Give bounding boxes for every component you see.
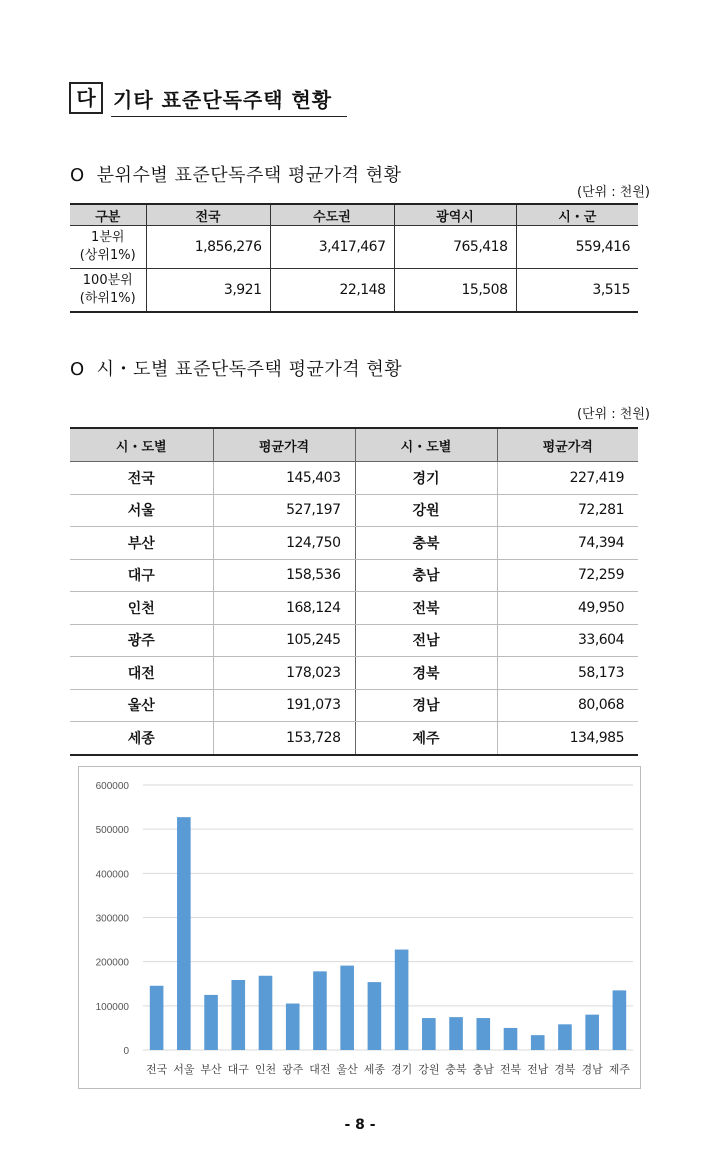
x-tick-label: 인천 [254, 1063, 277, 1076]
region-price: 191,073 [213, 689, 355, 722]
header-cities-counties: 시・군 [516, 204, 638, 226]
table-row [70, 689, 638, 722]
region-name: 경남 [355, 689, 497, 722]
chart-canvas [79, 767, 640, 1088]
bullet-marker: O [70, 165, 85, 186]
bar-제주 [613, 990, 627, 1050]
section-title: 기타 표준단독주택 현황 [113, 88, 333, 112]
region-price: 72,259 [497, 559, 638, 592]
x-tick-label: 제주 [608, 1063, 631, 1076]
price-bar-chart [78, 766, 641, 1089]
row-label-line1: 1분위 [91, 230, 125, 245]
header-region-right: 시・도별 [355, 428, 497, 462]
x-tick-label: 충북 [445, 1063, 467, 1076]
cell-value: 3,921 [146, 269, 270, 313]
region-name: 강원 [355, 494, 497, 527]
x-tick-label: 충남 [472, 1063, 494, 1076]
table-row [70, 269, 638, 313]
bar-광주 [286, 1004, 300, 1050]
region-name: 부산 [70, 527, 213, 560]
y-tick-label: 300000 [95, 913, 129, 925]
region-price: 58,173 [497, 657, 638, 690]
region-name: 전북 [355, 592, 497, 625]
region-price: 105,245 [213, 624, 355, 657]
x-tick-label: 전남 [527, 1063, 549, 1076]
table-row [70, 462, 638, 495]
section-underline [111, 116, 347, 117]
region-name: 전국 [70, 462, 213, 495]
bar-경기 [395, 950, 409, 1050]
region-price: 527,197 [213, 494, 355, 527]
header-metro-cities: 광역시 [394, 204, 516, 226]
region-price: 153,728 [213, 722, 355, 755]
region-name: 충남 [355, 559, 497, 592]
region-name: 서울 [70, 494, 213, 527]
x-tick-label: 전국 [145, 1063, 168, 1076]
bar-서울 [177, 817, 191, 1050]
cell-value: 559,416 [516, 226, 638, 269]
x-tick-label: 경기 [390, 1063, 413, 1076]
section-badge: 다 [69, 82, 103, 114]
region-name: 대구 [70, 559, 213, 592]
region-price: 178,023 [213, 657, 355, 690]
section-heading [69, 78, 347, 118]
y-tick-label: 400000 [95, 869, 129, 881]
x-tick-label: 경북 [554, 1063, 576, 1076]
region-price: 124,750 [213, 527, 355, 560]
region-name: 울산 [70, 689, 213, 722]
region-price: 158,536 [213, 559, 355, 592]
bar-인천 [259, 976, 273, 1050]
region-name: 전남 [355, 624, 497, 657]
row-label-line1: 100분위 [82, 273, 133, 288]
bar-전남 [531, 1035, 545, 1050]
table-header-row [70, 428, 638, 462]
y-tick-label: 200000 [95, 957, 129, 969]
region-title [70, 355, 402, 381]
region-name: 경북 [355, 657, 497, 690]
header-national: 전국 [146, 204, 270, 226]
bar-경북 [558, 1024, 572, 1050]
bar-전북 [504, 1028, 518, 1050]
region-price: 74,394 [497, 527, 638, 560]
region-name: 광주 [70, 624, 213, 657]
table-row [70, 722, 638, 755]
table-row [70, 559, 638, 592]
bar-충남 [476, 1018, 490, 1050]
bullet-marker: O [70, 359, 85, 380]
region-price: 33,604 [497, 624, 638, 657]
row-label [70, 269, 146, 313]
region-price: 72,281 [497, 494, 638, 527]
cell-value: 15,508 [394, 269, 516, 313]
region-title-text: 시・도별 표준단독주택 평균가격 현황 [96, 359, 403, 380]
x-tick-label: 세종 [363, 1063, 386, 1076]
table-row [70, 592, 638, 625]
region-name: 제주 [355, 722, 497, 755]
x-tick-label: 광주 [282, 1063, 304, 1076]
region-table [70, 427, 638, 756]
region-price: 134,985 [497, 722, 638, 755]
region-name: 대전 [70, 657, 213, 690]
region-name: 경기 [355, 462, 497, 495]
region-price: 227,419 [497, 462, 638, 495]
table-row [70, 657, 638, 690]
x-tick-label: 전북 [499, 1063, 522, 1076]
bar-충북 [449, 1017, 463, 1050]
bar-세종 [368, 982, 382, 1050]
table-row [70, 527, 638, 560]
percentile-title-text: 분위수별 표준단독주택 평균가격 현황 [96, 165, 402, 186]
x-tick-label: 경남 [581, 1063, 603, 1076]
header-region-left: 시・도별 [70, 428, 213, 462]
region-price: 145,403 [213, 462, 355, 495]
bar-전국 [150, 986, 164, 1050]
x-tick-label: 부산 [200, 1063, 222, 1076]
region-name: 세종 [70, 722, 213, 755]
cell-value: 3,515 [516, 269, 638, 313]
bar-대구 [231, 980, 245, 1050]
cell-value: 1,856,276 [146, 226, 270, 269]
bar-대전 [313, 971, 327, 1050]
percentile-title [70, 161, 402, 187]
bar-경남 [585, 1015, 599, 1050]
y-tick-label: 600000 [95, 781, 129, 792]
header-price-right: 평균가격 [497, 428, 638, 462]
bar-강원 [422, 1018, 436, 1050]
x-tick-label: 강원 [418, 1063, 440, 1076]
cell-value: 22,148 [270, 269, 394, 313]
header-price-left: 평균가격 [213, 428, 355, 462]
bar-울산 [340, 966, 354, 1050]
table-row [70, 494, 638, 527]
cell-value: 3,417,467 [270, 226, 394, 269]
y-tick-label: 0 [123, 1046, 129, 1057]
header-category: 구분 [70, 204, 146, 226]
x-tick-label: 서울 [173, 1063, 195, 1076]
percentile-table [70, 203, 638, 313]
cell-value: 765,418 [394, 226, 516, 269]
region-name: 충북 [355, 527, 497, 560]
region-name: 인천 [70, 592, 213, 625]
x-tick-label: 대전 [309, 1063, 331, 1076]
row-label-line2: (상위1%) [79, 248, 136, 263]
region-price: 49,950 [497, 592, 638, 625]
table-row [70, 624, 638, 657]
header-capital-area: 수도권 [270, 204, 394, 226]
x-tick-label: 대구 [227, 1063, 249, 1076]
region-unit: (단위 : 천원) [576, 407, 650, 422]
table-row [70, 226, 638, 269]
row-label-line2: (하위1%) [79, 291, 136, 306]
region-price: 80,068 [497, 689, 638, 722]
x-tick-label: 울산 [336, 1063, 358, 1076]
row-label [70, 226, 146, 269]
bar-부산 [204, 995, 218, 1050]
y-tick-label: 100000 [95, 1001, 129, 1013]
page-number: - 8 - [344, 1117, 376, 1133]
table-header-row [70, 204, 638, 226]
y-tick-label: 500000 [95, 825, 129, 837]
percentile-unit: (단위 : 천원) [576, 185, 650, 200]
region-table-body [70, 462, 638, 755]
region-price: 168,124 [213, 592, 355, 625]
